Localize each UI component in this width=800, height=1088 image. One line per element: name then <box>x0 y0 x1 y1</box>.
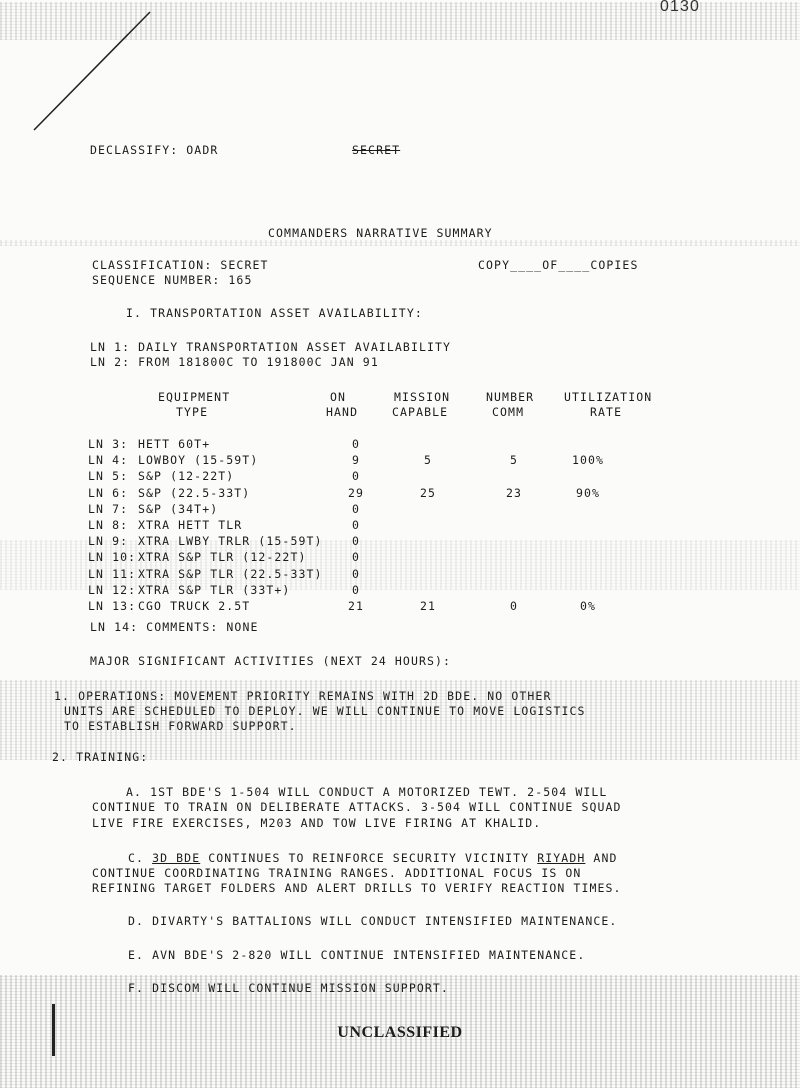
table-row <box>88 485 618 501</box>
row-utilization-rate <box>558 549 618 565</box>
col-header-mission: MISSION <box>394 390 451 404</box>
col-header-equipment: EQUIPMENT <box>158 390 231 404</box>
row-equipment-type: CGO TRUCK 2.5T <box>138 598 251 613</box>
row-number-comm: 0 <box>509 598 519 613</box>
row-on-hand: 0 <box>351 518 361 533</box>
row-mission-capable <box>386 517 470 533</box>
table-row <box>88 533 618 549</box>
row-utilization-rate: 100% <box>571 453 605 468</box>
row-line-number: LN 11: <box>88 566 137 581</box>
footer-classification: UNCLASSIFIED <box>337 1024 463 1041</box>
row-mission-capable: 21 <box>419 598 437 613</box>
row-line-number: LN 10: <box>88 550 137 565</box>
row-equipment-type: XTRA HETT TLR <box>138 518 243 533</box>
row-line-number: LN 6: <box>88 485 129 500</box>
row-line-number: LN 3: <box>88 437 129 452</box>
row-equipment-type: S&P (12-22T) <box>138 469 235 484</box>
row-on-hand: 0 <box>351 550 361 565</box>
training-a-line-1: A. 1ST BDE'S 1-504 WILL CONDUCT A MOTORIZED TEWT. 2-504 WILL <box>126 785 608 799</box>
row-line-number: LN 8: <box>88 518 129 533</box>
row-mission-capable <box>386 436 470 452</box>
col-header-utilization: UTILIZATION <box>564 390 653 404</box>
col-header-capable: CAPABLE <box>392 405 449 419</box>
ln2-line: LN 2: FROM 181800C TO 191800C JAN 91 <box>90 355 379 369</box>
copy-line: COPY____OF____COPIES <box>478 258 639 272</box>
sequence-number: SEQUENCE NUMBER: 165 <box>92 273 253 287</box>
page-mark: 0130 <box>660 0 700 15</box>
row-mission-capable <box>386 549 470 565</box>
row-number-comm <box>470 566 558 582</box>
row-on-hand: 0 <box>351 566 361 581</box>
row-line-number: LN 12: <box>88 582 137 597</box>
row-equipment-type: XTRA S&P TLR (22.5-33T) <box>138 566 323 581</box>
row-mission-capable: 25 <box>419 485 437 500</box>
col-header-on: ON <box>330 390 347 404</box>
row-on-hand: 0 <box>351 437 361 452</box>
row-number-comm <box>470 468 558 484</box>
row-mission-capable <box>386 566 470 582</box>
operations-line-2: UNITS ARE SCHEDULED TO DEPLOY. WE WILL CONTINUE TO MOVE LOGISTICS <box>64 704 586 718</box>
declassify-line: DECLASSIFY: OADR <box>90 143 219 157</box>
row-equipment-type: S&P (34T+) <box>138 501 219 516</box>
row-equipment-type: XTRA S&P TLR (12-22T) <box>138 550 307 565</box>
row-mission-capable <box>386 582 470 598</box>
row-on-hand: 0 <box>351 582 361 597</box>
table-row <box>88 436 618 452</box>
row-on-hand: 0 <box>351 469 361 484</box>
equipment-table <box>88 436 618 614</box>
row-on-hand: 29 <box>347 485 365 500</box>
diagonal-scan-line <box>30 10 160 140</box>
row-line-number: LN 5: <box>88 469 129 484</box>
underlined-place: RIYADH <box>537 851 586 865</box>
item-c-end: AND <box>585 851 618 865</box>
col-header-type: TYPE <box>176 405 209 419</box>
training-f-line: F. DISCOM WILL CONTINUE MISSION SUPPORT. <box>128 981 449 995</box>
row-number-comm <box>470 501 558 517</box>
classification-line: CLASSIFICATION: SECRET <box>92 258 269 272</box>
training-e-line: E. AVN BDE'S 2-820 WILL CONTINUE INTENSIFIED MAINTENANCE. <box>128 948 586 962</box>
row-equipment-type: LOWBOY (15-59T) <box>138 453 259 468</box>
row-on-hand: 9 <box>351 453 361 468</box>
training-c-line-1 <box>128 851 618 865</box>
table-row <box>88 582 618 598</box>
row-number-comm <box>470 517 558 533</box>
table-row <box>88 452 618 468</box>
row-number-comm: 23 <box>505 485 523 500</box>
row-utilization-rate <box>558 582 618 598</box>
section-heading-activities: MAJOR SIGNIFICANT ACTIVITIES (NEXT 24 HOURS): <box>90 654 452 668</box>
table-row <box>88 501 618 517</box>
row-mission-capable: 5 <box>423 453 433 468</box>
classification-stamp: SECRET <box>352 143 401 157</box>
operations-line-1: 1. OPERATIONS: MOVEMENT PRIORITY REMAINS WITH 2D BDE. NO OTHER <box>54 689 552 703</box>
training-a-line-3: LIVE FIRE EXERCISES, M203 AND TOW LIVE FIRING AT KHALID. <box>92 816 542 830</box>
row-utilization-rate <box>558 566 618 582</box>
row-number-comm: 5 <box>509 453 519 468</box>
row-mission-capable <box>386 468 470 484</box>
table-row <box>88 468 618 484</box>
row-utilization-rate: 90% <box>575 485 601 500</box>
row-utilization-rate <box>558 501 618 517</box>
table-row <box>88 598 618 614</box>
training-c-line-3: REFINING TARGET FOLDERS AND ALERT DRILLS TO VERIFY REACTION TIMES. <box>92 881 622 895</box>
row-line-number: LN 13: <box>88 598 137 613</box>
training-a-line-2: CONTINUE TO TRAIN ON DELIBERATE ATTACKS. 3-504 WILL CONTINUE SQUAD <box>92 800 622 814</box>
row-mission-capable <box>386 533 470 549</box>
training-d-line: D. DIVARTY'S BATTALIONS WILL CONDUCT INTENSIFIED MAINTENANCE. <box>128 914 618 928</box>
table-row <box>88 517 618 533</box>
row-line-number: LN 9: <box>88 534 129 549</box>
row-equipment-type: S&P (22.5-33T) <box>138 485 251 500</box>
col-header-rate: RATE <box>590 405 623 419</box>
col-header-comm: COMM <box>492 405 525 419</box>
row-utilization-rate <box>558 517 618 533</box>
table-row <box>88 549 618 565</box>
section-heading-transport: I. TRANSPORTATION ASSET AVAILABILITY: <box>126 306 423 320</box>
training-heading: 2. TRAINING: <box>52 750 149 764</box>
row-utilization-rate <box>558 436 618 452</box>
row-utilization-rate <box>558 468 618 484</box>
row-line-number: LN 4: <box>88 453 129 468</box>
item-c-label: C. <box>128 851 153 865</box>
row-number-comm <box>470 549 558 565</box>
row-equipment-type: HETT 60T+ <box>138 437 211 452</box>
row-equipment-type: XTRA S&P TLR (33T+) <box>138 582 291 597</box>
row-equipment-type: XTRA LWBY TRLR (15-59T) <box>138 534 323 549</box>
ln1-line: LN 1: DAILY TRANSPORTATION ASSET AVAILABILITY <box>90 340 452 354</box>
col-header-hand: HAND <box>326 405 359 419</box>
row-on-hand: 0 <box>351 534 361 549</box>
row-number-comm <box>470 436 558 452</box>
row-utilization-rate: 0% <box>579 598 597 613</box>
row-number-comm <box>470 582 558 598</box>
operations-line-3: TO ESTABLISH FORWARD SUPPORT. <box>64 719 297 733</box>
row-utilization-rate <box>558 533 618 549</box>
row-number-comm <box>470 533 558 549</box>
col-header-number: NUMBER <box>486 390 535 404</box>
training-c-line-2: CONTINUE COORDINATING TRAINING RANGES. ADDITIONAL FOCUS IS ON <box>92 866 582 880</box>
row-mission-capable <box>386 501 470 517</box>
row-line-number: LN 7: <box>88 501 129 516</box>
table-row <box>88 566 618 582</box>
item-c-text: CONTINUES TO REINFORCE SECURITY VICINITY <box>200 851 538 865</box>
row-on-hand: 0 <box>351 501 361 516</box>
row-on-hand: 21 <box>347 598 365 613</box>
underlined-unit: 3D BDE <box>152 851 201 865</box>
scan-noise-band <box>0 240 800 246</box>
ln14-comments: LN 14: COMMENTS: NONE <box>90 620 259 634</box>
document-title: COMMANDERS NARRATIVE SUMMARY <box>268 226 493 240</box>
